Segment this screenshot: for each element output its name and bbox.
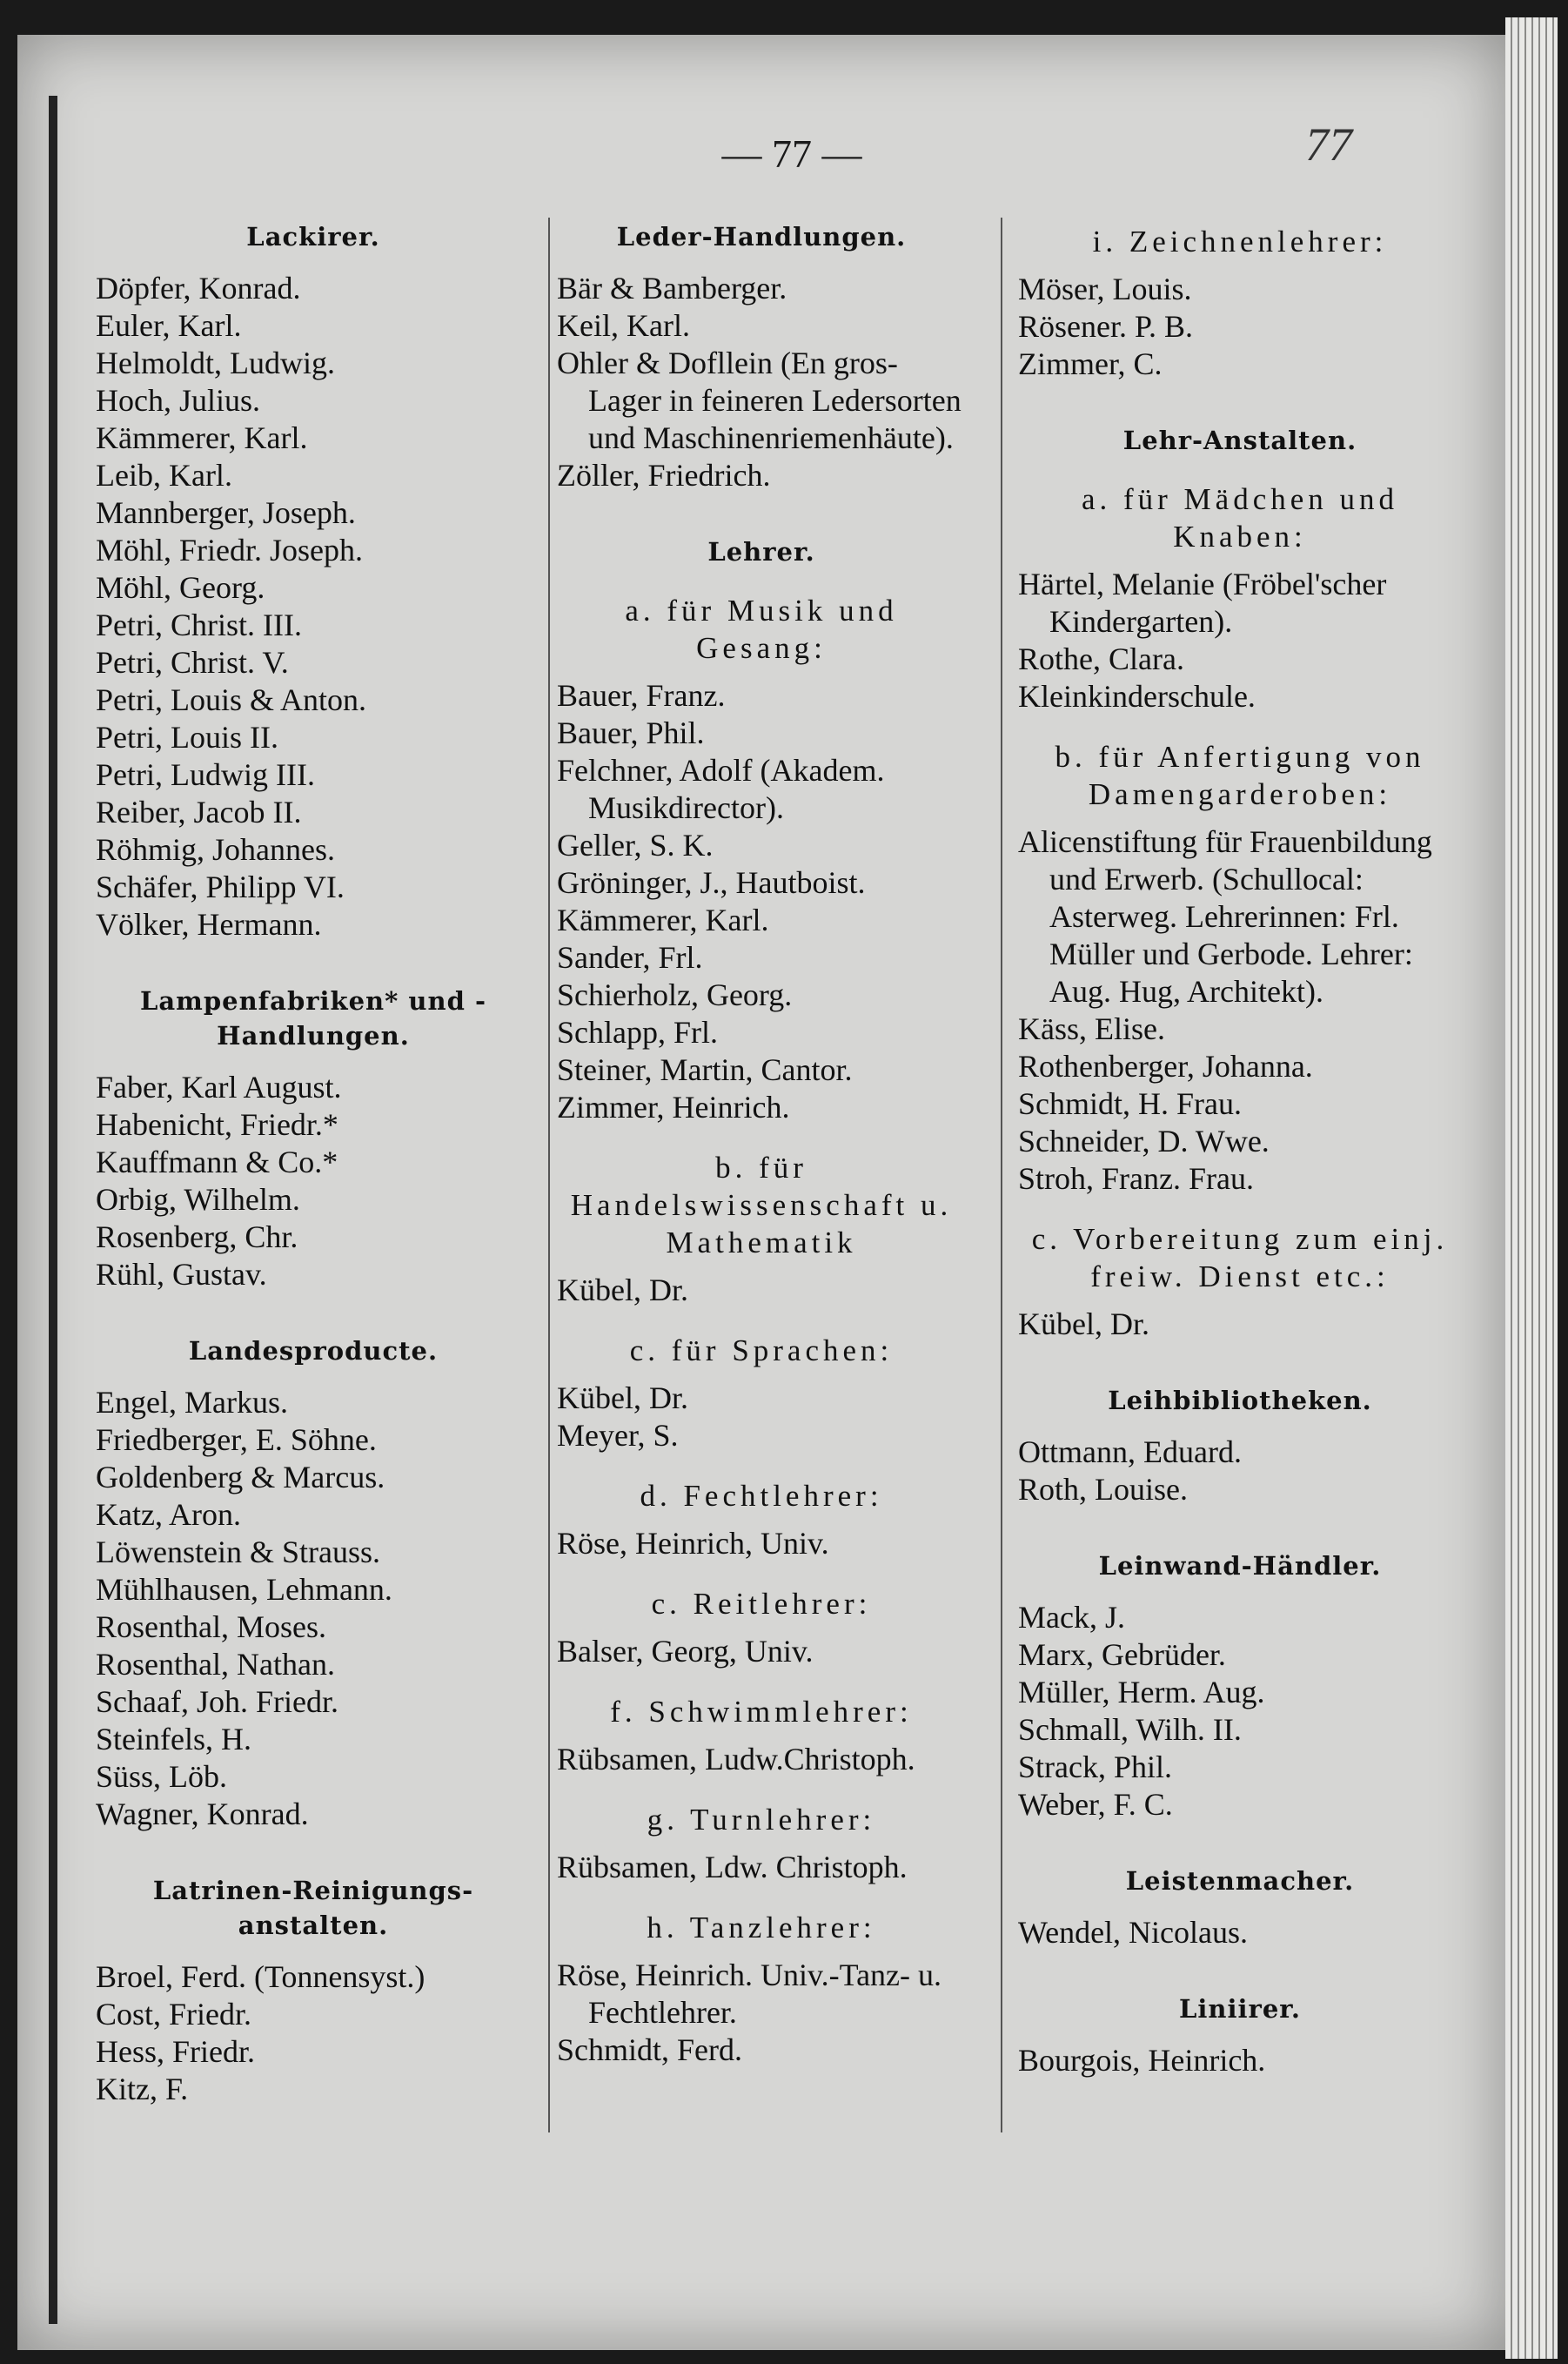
directory-entry: Gröninger, J., Hautboist. (557, 865, 866, 900)
section-heading: Leihbibliotheken. (1108, 1386, 1372, 1415)
directory-entry: Zimmer, C. (1018, 346, 1163, 381)
directory-entry: Engel, Markus. (96, 1385, 288, 1420)
directory-entry: Rothenberger, Johanna. (1018, 1049, 1313, 1084)
entry-list (557, 1272, 966, 1309)
directory-entry: Stroh, Franz. Frau. (1018, 1161, 1254, 1196)
directory-entry: Möser, Louis. (1018, 272, 1192, 306)
directory-entry: Kübel, Dr. (1018, 1306, 1149, 1341)
page-edges (1505, 17, 1558, 2359)
subsection-heading: c. für Sprachen: (629, 1333, 894, 1367)
directory-entry: Wagner, Konrad. (96, 1797, 309, 1831)
column-1 (96, 200, 531, 2108)
column-divider (548, 218, 550, 2132)
directory-entry: Strack, Phil. (1018, 1749, 1172, 1784)
section-heading: Lackirer. (246, 222, 380, 252)
section-heading: Leder-Handlungen. (616, 222, 907, 252)
directory-entry: Rothe, Clara. (1018, 641, 1184, 676)
directory-entry: Röse, Heinrich. Univ.-Tanz- u. Fechtlehrer. (557, 1958, 942, 2030)
directory-entry: Katz, Aron. (96, 1497, 241, 1532)
entry-list (557, 1633, 966, 1670)
directory-entry: Rosenthal, Nathan. (96, 1647, 335, 1682)
directory-entry: Löwenstein & Strauss. (96, 1535, 380, 1569)
directory-entry: Petri, Louis II. (96, 720, 278, 755)
directory-entry: Petri, Louis & Anton. (96, 682, 367, 717)
directory-entry: Steiner, Martin, Cantor. (557, 1052, 853, 1087)
entry-list (1018, 823, 1462, 1198)
directory-entry: Broel, Ferd. (Tonnensyst.) (96, 1959, 426, 1994)
directory-entry: Kleinkinderschule. (1018, 679, 1256, 714)
directory-entry: Petri, Christ. III. (96, 608, 302, 642)
entry-list (557, 677, 966, 1126)
directory-entry: Härtel, Melanie (Fröbel'scher Kindergarten). (1018, 567, 1387, 639)
handwritten-page-number: 77 (1305, 118, 1352, 171)
directory-entry: Rübsamen, Ludw.Christoph. (557, 1742, 915, 1776)
directory-entry: Bauer, Franz. (557, 678, 726, 713)
section-heading: Liniirer. (1179, 1994, 1301, 2024)
directory-entry: Goldenberg & Marcus. (96, 1460, 385, 1494)
directory-entry: Röse, Heinrich, Univ. (557, 1526, 829, 1561)
directory-entry: Steinfels, H. (96, 1722, 251, 1756)
directory-entry: Cost, Friedr. (96, 1997, 252, 2032)
directory-entry: Roth, Louise. (1018, 1472, 1188, 1507)
entry-list (1018, 1599, 1462, 1823)
directory-entry: Schlapp, Frl. (557, 1015, 718, 1050)
subsection-heading: a. für Musik und Gesang: (625, 594, 898, 665)
entry-list (96, 1069, 531, 1293)
directory-entry: Wendel, Nicolaus. (1018, 1915, 1249, 1950)
directory-entry: Kämmerer, Karl. (96, 420, 308, 455)
directory-entry: Balser, Georg, Univ. (557, 1634, 814, 1669)
directory-entry: Sander, Frl. (557, 940, 703, 975)
entry-list (1018, 1914, 1462, 1951)
directory-entry: Euler, Karl. (96, 308, 242, 343)
directory-entry: Mack, J. (1018, 1600, 1125, 1635)
directory-entry: Mühlhausen, Lehmann. (96, 1572, 392, 1607)
entry-list (1018, 2042, 1462, 2079)
subsection-heading: b. für Handelswissenschaft u. Mathematik (570, 1151, 953, 1259)
section-heading: Leistenmacher. (1125, 1866, 1355, 1896)
subsection-heading: b. für Anfertigung von Damengarderoben: (1055, 740, 1425, 811)
directory-entry: Reiber, Jacob II. (96, 795, 302, 829)
directory-entry: Möhl, Georg. (96, 570, 265, 605)
entry-list (557, 1525, 966, 1562)
directory-entry: Faber, Karl August. (96, 1070, 342, 1105)
directory-entry: Möhl, Friedr. Joseph. (96, 533, 364, 567)
directory-entry: Geller, S. K. (557, 828, 714, 863)
section-heading: Lehr-Anstalten. (1122, 426, 1357, 455)
entry-list (557, 1957, 966, 2069)
directory-entry: Kitz, F. (96, 2072, 189, 2106)
directory-entry: Käss, Elise. (1018, 1011, 1165, 1046)
binding-rule (49, 96, 57, 2324)
directory-entry: Schaaf, Joh. Friedr. (96, 1684, 338, 1719)
subsection-heading: d. Fechtlehrer: (640, 1479, 883, 1513)
subsection-heading: i. Zeichnenlehrer: (1092, 225, 1388, 259)
directory-entry: Kübel, Dr. (557, 1380, 688, 1415)
directory-entry: Kämmerer, Karl. (557, 903, 769, 937)
section-heading: Lampenfabriken* und -Handlungen. (140, 986, 486, 1051)
section-heading: Leinwand-Händler. (1098, 1551, 1382, 1581)
directory-entry: Kauffmann & Co.* (96, 1145, 338, 1179)
directory-entry: Hess, Friedr. (96, 2034, 255, 2069)
directory-entry: Marx, Gebrüder. (1018, 1637, 1226, 1672)
directory-entry: Zöller, Friedrich. (557, 458, 771, 493)
directory-entry: Bauer, Phil. (557, 715, 705, 750)
directory-entry: Schmidt, H. Frau. (1018, 1086, 1242, 1121)
entry-list (1018, 566, 1462, 715)
directory-entry: Habenicht, Friedr.* (96, 1107, 338, 1142)
directory-entry: Ohler & Dofllein (En gros-Lager in feineren Ledersorten und Maschinenriemenhäute). (557, 346, 962, 455)
directory-entry: Döpfer, Konrad. (96, 271, 301, 306)
entry-list (557, 1849, 966, 1886)
directory-entry: Hoch, Julius. (96, 383, 260, 418)
directory-entry: Alicenstiftung für Frauenbildung und Erwerb. (Schullocal: Asterweg. Lehrerinnen: Frl. Müller und Gerbode. Lehrer: Aug. Hug, Architekt). (1018, 824, 1432, 1009)
column-2 (557, 200, 966, 2069)
directory-entry: Bourgois, Heinrich. (1018, 2043, 1266, 2078)
column-3 (1018, 200, 1462, 2079)
directory-entry: Rühl, Gustav. (96, 1257, 267, 1292)
entry-list (557, 270, 966, 494)
page-number: — 77 — (721, 131, 862, 176)
subsection-heading: h. Tanzlehrer: (647, 1911, 876, 1944)
column-divider (1001, 218, 1002, 2132)
subsection-heading: c. Vorbereitung zum einj. freiw. Dienst etc.: (1031, 1222, 1449, 1293)
entry-list (557, 1380, 966, 1454)
directory-entry: Friedberger, E. Söhne. (96, 1422, 377, 1457)
entry-list (96, 1958, 531, 2108)
section-heading: Landesproducte. (188, 1336, 439, 1366)
directory-entry: Röhmig, Johannes. (96, 832, 335, 867)
directory-entry: Weber, F. C. (1018, 1787, 1173, 1822)
entry-list (557, 1741, 966, 1778)
directory-entry: Völker, Hermann. (96, 907, 322, 942)
directory-entry: Müller, Herm. Aug. (1018, 1675, 1265, 1709)
directory-entry: Meyer, S. (557, 1418, 679, 1453)
subsection-heading: f. Schwimmlehrer: (610, 1695, 913, 1729)
entry-list (1018, 1306, 1462, 1343)
directory-entry: Orbig, Wilhelm. (96, 1182, 300, 1217)
directory-entry: Helmoldt, Ludwig. (96, 346, 335, 380)
entry-list (1018, 271, 1462, 383)
subsection-heading: c. Reitlehrer: (651, 1587, 872, 1621)
directory-entry: Leib, Karl. (96, 458, 232, 493)
subsection-heading: g. Turnlehrer: (647, 1803, 876, 1837)
entry-list (96, 270, 531, 944)
directory-entry: Rübsamen, Ldw. Christoph. (557, 1850, 908, 1884)
entry-list (96, 1384, 531, 1833)
directory-entry: Bär & Bamberger. (557, 271, 787, 306)
directory-entry: Keil, Karl. (557, 308, 690, 343)
directory-entry: Ottmann, Eduard. (1018, 1434, 1242, 1469)
directory-entry: Kübel, Dr. (557, 1273, 688, 1307)
directory-entry: Schmidt, Ferd. (557, 2032, 742, 2067)
directory-entry: Petri, Christ. V. (96, 645, 289, 680)
directory-entry: Schneider, D. Wwe. (1018, 1124, 1270, 1158)
entry-list (1018, 1434, 1462, 1508)
section-heading: Lehrer. (707, 537, 815, 567)
directory-entry: Schmall, Wilh. II. (1018, 1712, 1242, 1747)
directory-entry: Rosenberg, Chr. (96, 1219, 298, 1254)
directory-entry: Petri, Ludwig III. (96, 757, 315, 792)
directory-entry: Rösener. P. B. (1018, 309, 1194, 344)
subsection-heading: a. für Mädchen und Knaben: (1081, 482, 1399, 554)
directory-entry: Zimmer, Heinrich. (557, 1090, 790, 1125)
directory-entry: Felchner, Adolf (Akadem. Musikdirector). (557, 753, 885, 825)
directory-entry: Schäfer, Philipp VI. (96, 870, 345, 904)
directory-entry: Schierholz, Georg. (557, 977, 793, 1012)
section-heading: Latrinen-Reinigungs-anstalten. (152, 1876, 474, 1940)
directory-entry: Rosenthal, Moses. (96, 1609, 326, 1644)
directory-entry: Süss, Löb. (96, 1759, 228, 1794)
directory-entry: Mannberger, Joseph. (96, 495, 356, 530)
